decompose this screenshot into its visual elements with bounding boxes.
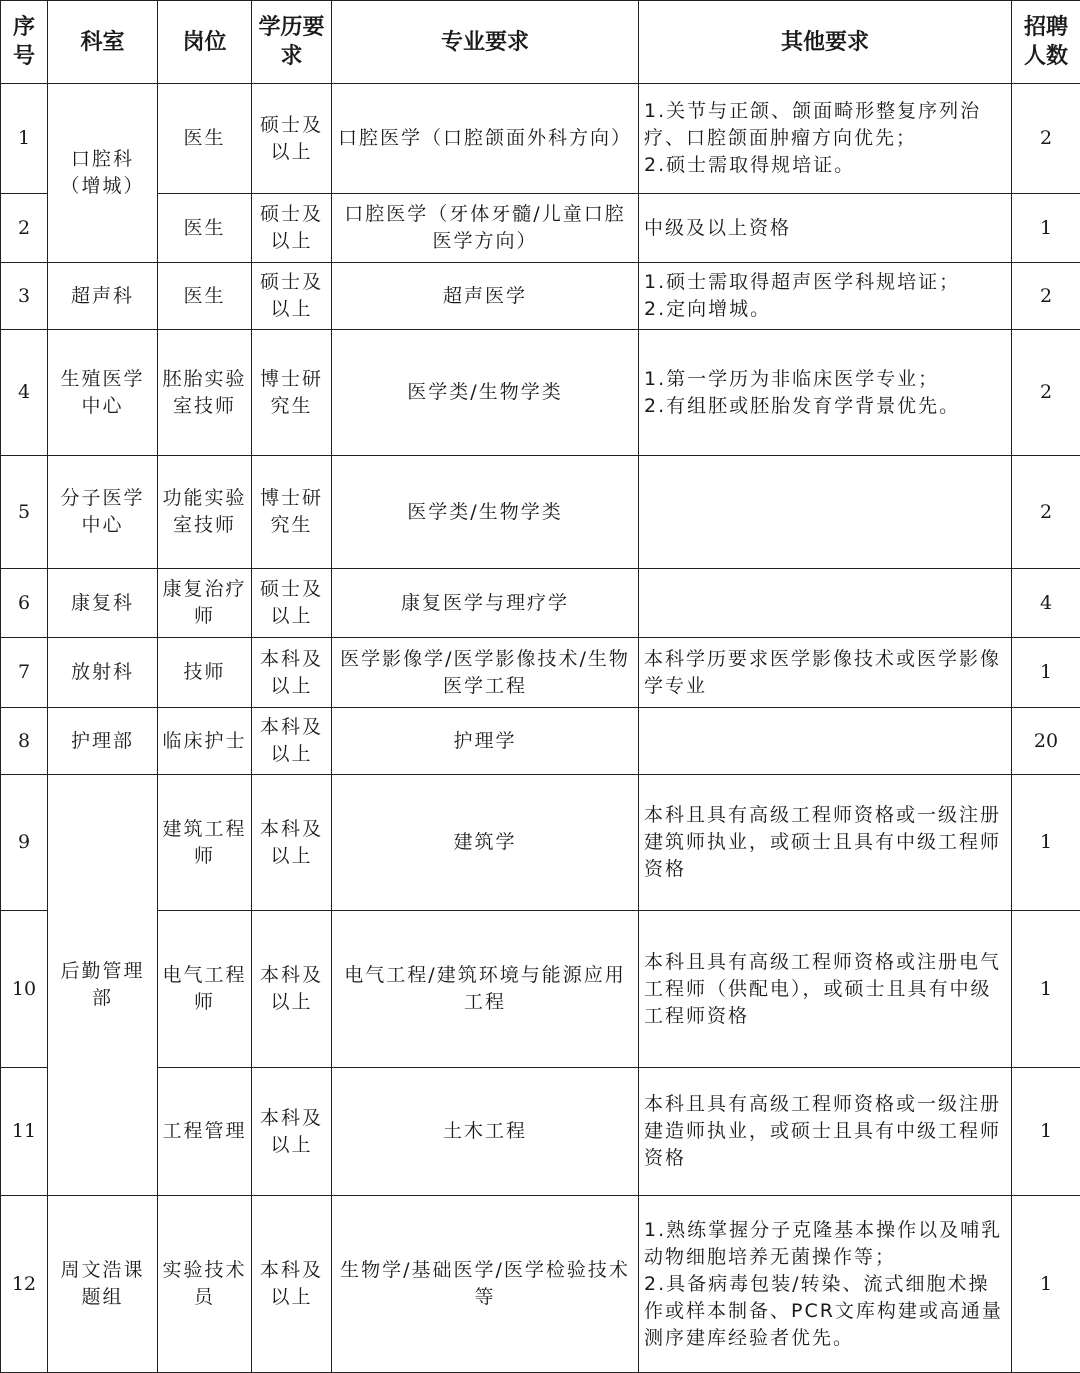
other-line: 1.第一学历为非临床医学专业； xyxy=(644,366,1008,393)
other-line: 本科且具有高级工程师资格或注册电气工程师（供配电），或硕士且具有中级工程师资格 xyxy=(644,949,1008,1030)
header-seq: 序号 xyxy=(1,1,48,84)
cell-edu: 本科及以上 xyxy=(252,775,332,911)
cell-major: 康复医学与理疗学 xyxy=(332,569,639,638)
table-row xyxy=(1,569,1080,638)
table-row xyxy=(1,775,1080,911)
cell-major: 超声医学 xyxy=(332,263,639,330)
cell-count: 2 xyxy=(1012,263,1080,330)
cell-count: 20 xyxy=(1012,708,1080,775)
cell-edu: 本科及以上 xyxy=(252,1196,332,1373)
cell-count: 2 xyxy=(1012,330,1080,456)
cell-edu: 本科及以上 xyxy=(252,911,332,1068)
cell-edu: 博士研究生 xyxy=(252,330,332,456)
cell-other xyxy=(639,911,1012,1068)
cell-other xyxy=(639,638,1012,708)
cell-post: 工程管理 xyxy=(158,1068,252,1196)
other-line: 2.定向增城。 xyxy=(644,296,1008,323)
cell-post: 功能实验室技师 xyxy=(158,456,252,569)
cell-other xyxy=(639,84,1012,194)
cell-edu: 博士研究生 xyxy=(252,456,332,569)
header-row xyxy=(1,1,1080,84)
cell-post: 医生 xyxy=(158,84,252,194)
cell-major: 医学类/生物学类 xyxy=(332,456,639,569)
table-row xyxy=(1,638,1080,708)
cell-post: 实验技术员 xyxy=(158,1196,252,1373)
table-row xyxy=(1,330,1080,456)
cell-post: 康复治疗师 xyxy=(158,569,252,638)
table-row xyxy=(1,1068,1080,1196)
cell-count: 1 xyxy=(1012,194,1080,263)
cell-count: 1 xyxy=(1012,911,1080,1068)
cell-post: 电气工程师 xyxy=(158,911,252,1068)
cell-seq: 12 xyxy=(1,1196,48,1373)
cell-major: 电气工程/建筑环境与能源应用工程 xyxy=(332,911,639,1068)
cell-edu: 本科及以上 xyxy=(252,708,332,775)
cell-major: 口腔医学（口腔颌面外科方向） xyxy=(332,84,639,194)
cell-seq: 6 xyxy=(1,569,48,638)
other-line: 中级及以上资格 xyxy=(644,215,1008,242)
cell-post: 技师 xyxy=(158,638,252,708)
cell-major: 医学影像学/医学影像技术/生物医学工程 xyxy=(332,638,639,708)
other-line: 2.有组胚或胚胎发育学背景优先。 xyxy=(644,393,1008,420)
cell-edu: 硕士及以上 xyxy=(252,569,332,638)
cell-dept: 放射科 xyxy=(48,638,158,708)
cell-other xyxy=(639,708,1012,775)
other-line: 本科学历要求医学影像技术或医学影像学专业 xyxy=(644,646,1008,700)
other-line: 本科且具有高级工程师资格或一级注册建造师执业，或硕士且具有中级工程师资格 xyxy=(644,1091,1008,1172)
cell-other xyxy=(639,775,1012,911)
other-line: 1.关节与正颌、颌面畸形整复序列治疗、口腔颌面肿瘤方向优先； xyxy=(644,98,1008,152)
cell-seq: 10 xyxy=(1,911,48,1068)
table-row xyxy=(1,84,1080,194)
cell-seq: 4 xyxy=(1,330,48,456)
cell-dept: 康复科 xyxy=(48,569,158,638)
table-row xyxy=(1,263,1080,330)
cell-post: 胚胎实验室技师 xyxy=(158,330,252,456)
header-edu: 学历要求 xyxy=(252,1,332,84)
cell-other xyxy=(639,194,1012,263)
cell-edu: 硕士及以上 xyxy=(252,263,332,330)
cell-other xyxy=(639,1196,1012,1373)
cell-post: 医生 xyxy=(158,263,252,330)
cell-dept: 后勤管理部 xyxy=(48,775,158,1196)
cell-major: 生物学/基础医学/医学检验技术等 xyxy=(332,1196,639,1373)
cell-edu: 硕士及以上 xyxy=(252,194,332,263)
other-line: 2.硕士需取得规培证。 xyxy=(644,152,1008,179)
header-major: 专业要求 xyxy=(332,1,639,84)
cell-seq: 2 xyxy=(1,194,48,263)
cell-seq: 8 xyxy=(1,708,48,775)
cell-seq: 3 xyxy=(1,263,48,330)
other-line: 1.熟练掌握分子克隆基本操作以及哺乳动物细胞培养无菌操作等； xyxy=(644,1217,1008,1271)
cell-post: 医生 xyxy=(158,194,252,263)
cell-seq: 11 xyxy=(1,1068,48,1196)
cell-major: 土木工程 xyxy=(332,1068,639,1196)
cell-count: 1 xyxy=(1012,638,1080,708)
cell-dept: 分子医学中心 xyxy=(48,456,158,569)
header-dept: 科室 xyxy=(48,1,158,84)
table-row xyxy=(1,911,1080,1068)
cell-other xyxy=(639,1068,1012,1196)
other-line: 本科且具有高级工程师资格或一级注册建筑师执业，或硕士且具有中级工程师资格 xyxy=(644,802,1008,883)
header-post: 岗位 xyxy=(158,1,252,84)
cell-count: 2 xyxy=(1012,84,1080,194)
cell-edu: 本科及以上 xyxy=(252,638,332,708)
cell-major: 口腔医学（牙体牙髓/儿童口腔医学方向） xyxy=(332,194,639,263)
cell-seq: 9 xyxy=(1,775,48,911)
cell-other xyxy=(639,263,1012,330)
other-line: 2.具备病毒包装/转染、流式细胞术操作或样本制备、PCR文库构建或高通量测序建库经验者优先。 xyxy=(644,1271,1008,1352)
cell-other xyxy=(639,330,1012,456)
table-row xyxy=(1,1196,1080,1373)
cell-dept: 护理部 xyxy=(48,708,158,775)
cell-dept: 生殖医学中心 xyxy=(48,330,158,456)
cell-post: 临床护士 xyxy=(158,708,252,775)
table-row xyxy=(1,194,1080,263)
cell-count: 2 xyxy=(1012,456,1080,569)
header-count: 招聘人数 xyxy=(1012,1,1080,84)
cell-seq: 5 xyxy=(1,456,48,569)
header-other: 其他要求 xyxy=(639,1,1012,84)
cell-seq: 7 xyxy=(1,638,48,708)
cell-major: 医学类/生物学类 xyxy=(332,330,639,456)
cell-major: 护理学 xyxy=(332,708,639,775)
cell-count: 1 xyxy=(1012,1196,1080,1373)
cell-seq: 1 xyxy=(1,84,48,194)
cell-dept: 周文浩课题组 xyxy=(48,1196,158,1373)
cell-other xyxy=(639,456,1012,569)
cell-major: 建筑学 xyxy=(332,775,639,911)
other-line: 1.硕士需取得超声医学科规培证； xyxy=(644,269,1008,296)
cell-dept: 口腔科（增城） xyxy=(48,84,158,263)
cell-other xyxy=(639,569,1012,638)
cell-count: 1 xyxy=(1012,1068,1080,1196)
cell-edu: 硕士及以上 xyxy=(252,84,332,194)
table-row xyxy=(1,456,1080,569)
cell-count: 1 xyxy=(1012,775,1080,911)
cell-count: 4 xyxy=(1012,569,1080,638)
cell-edu: 本科及以上 xyxy=(252,1068,332,1196)
table-row xyxy=(1,708,1080,775)
cell-dept: 超声科 xyxy=(48,263,158,330)
cell-post: 建筑工程师 xyxy=(158,775,252,911)
